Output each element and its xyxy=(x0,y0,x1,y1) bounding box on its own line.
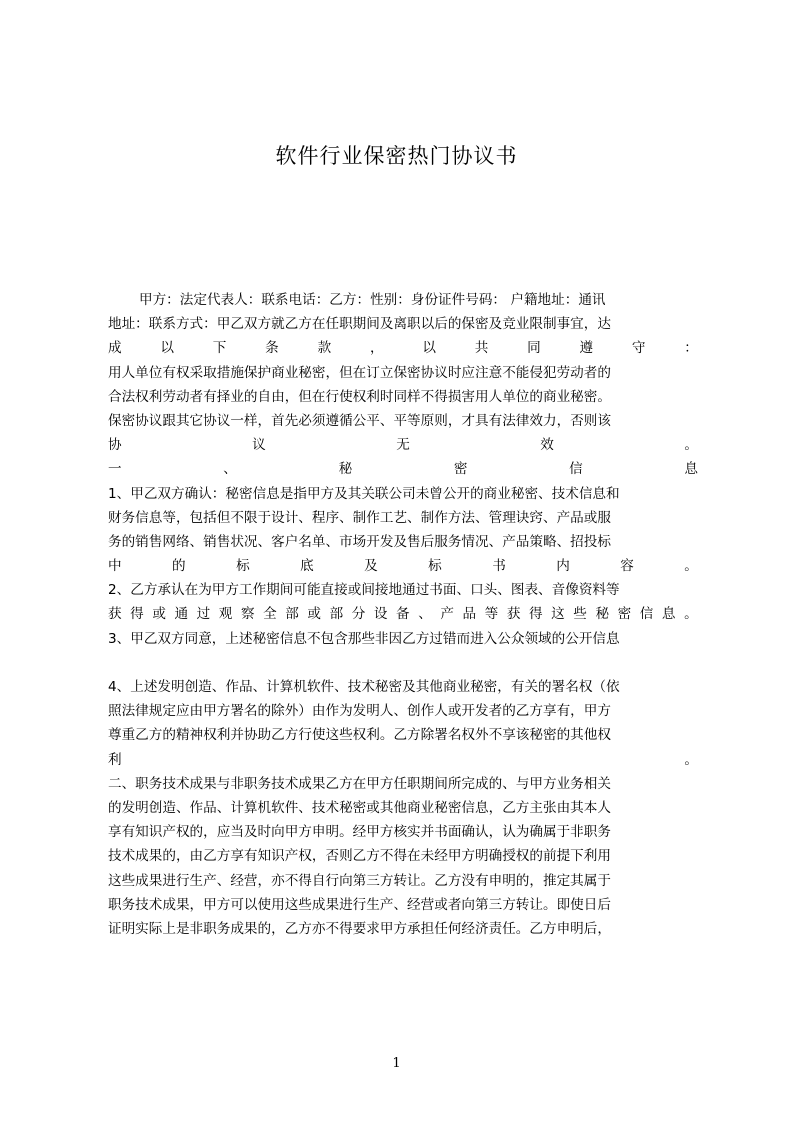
justified-char: 。 xyxy=(684,751,698,768)
justified-line xyxy=(108,433,698,457)
justified-char: 密 xyxy=(617,606,632,623)
justified-char: 利 xyxy=(108,751,122,768)
justified-char: 这 xyxy=(551,606,565,623)
paragraph-line: 财务信息等，包括但不限于设计、程序、制作工艺、制作方法、管理诀窍、产品或服 xyxy=(108,509,611,526)
justified-char: 产 xyxy=(440,606,454,623)
justified-char: 等 xyxy=(484,606,499,623)
justified-char: 以 xyxy=(422,340,436,357)
justified-char: 分 xyxy=(351,606,366,623)
justified-char: 容 xyxy=(620,558,634,575)
justified-char: 共 xyxy=(474,340,489,357)
section-heading-secret-info xyxy=(108,457,698,481)
justified-char: 议 xyxy=(252,437,266,454)
justified-char: 。 xyxy=(684,437,698,454)
justified-char: 息 xyxy=(684,461,698,478)
paragraph-line: 职务技术成果，甲方可以使用这些成果进行生产、经营或者向第三方转让。即使日后 xyxy=(108,896,611,913)
justified-char: 款 xyxy=(317,340,332,357)
justified-char: 息 xyxy=(661,606,676,623)
justified-char: 观 xyxy=(218,606,233,623)
justified-char: 部 xyxy=(285,606,299,623)
justified-char: 些 xyxy=(573,606,587,623)
paragraph-line: 甲方：法定代表人：联系电话：乙方：性别：身份证件号码： 户籍地址：通讯 xyxy=(139,292,606,308)
justified-char: 一 xyxy=(108,461,122,478)
justified-char: 通 xyxy=(174,606,189,623)
paragraph-line: 的发明创造、作品、计算机软件、技术秘密或其他商业秘密信息，乙方主张由其本人 xyxy=(108,799,611,816)
justified-char: 品 xyxy=(462,606,477,623)
justified-char: 获 xyxy=(506,606,521,623)
justified-char: 下 xyxy=(212,340,227,357)
justified-char: 以 xyxy=(160,340,174,357)
justified-char: 书 xyxy=(492,558,506,575)
justified-char: 遵 xyxy=(579,340,594,357)
paragraph-line: 照法律规定应由甲方署名的除外）由作为发明人、创作人或开发者的乙方享有，甲方 xyxy=(108,703,611,720)
justified-char: 密 xyxy=(453,461,468,478)
justified-char: 成 xyxy=(108,340,122,357)
justified-char: 中 xyxy=(108,558,122,575)
paragraph-line: 保密协议跟其它协议一样，首先必须遵循公平、平等原则，才具有法律效力，否则该 xyxy=(108,412,611,429)
justified-line xyxy=(108,336,698,360)
paragraph-line: 证明实际上是非职务成果的，乙方亦不得要求甲方承担任何经济责任。乙方申明后， xyxy=(108,920,611,937)
justified-char: 或 xyxy=(307,606,321,623)
blank-line xyxy=(108,651,698,675)
justified-line xyxy=(108,602,698,626)
justified-char: 协 xyxy=(108,437,122,454)
justified-char: 的 xyxy=(172,558,186,575)
justified-char: 无 xyxy=(396,437,410,454)
justified-char: 、 xyxy=(223,461,237,478)
justified-char: 。 xyxy=(684,606,698,623)
paragraph-line: 技术成果的，由乙方享有知识产权，否则乙方不得在未经甲方明确授权的前提下利用 xyxy=(108,848,611,865)
justified-char: 守 xyxy=(631,340,646,357)
paragraph-line: 用人单位有权采取措施保护商业秘密，但在订立保密协议时应注意不能侵犯劳动者的 xyxy=(108,364,611,381)
paragraph-line: 尊重乙方的精神权利并协助乙方行使这些权利。乙方除署名权外不享该秘密的其他权 xyxy=(108,727,611,744)
justified-line xyxy=(108,748,698,772)
page-number: 1 xyxy=(392,1056,401,1071)
document-title: 软件行业保密热门协议书 xyxy=(275,144,518,168)
justified-char: 得 xyxy=(528,606,543,623)
justified-char: 全 xyxy=(263,606,277,623)
paragraph-line: 3、甲乙双方同意，上述秘密信息不包含那些非因乙方过错而进入公众领域的公开信息 xyxy=(108,630,620,647)
justified-char: 秘 xyxy=(595,606,610,623)
paragraph-line: 地址：联系方式：甲乙双方就乙方在任职期间及离职以后的保密及竞业限制事宜，达 xyxy=(108,316,611,333)
paragraph-line: 务的销售网络、销售状况、客户名单、市场开发及售后服务情况、产品策略、招投标 xyxy=(108,533,611,550)
paragraph-line: 1、甲乙双方确认：秘密信息是指甲方及其关联公司未曾公开的商业秘密、技术信息和 xyxy=(108,485,620,502)
justified-char: 设 xyxy=(373,606,388,623)
justified-char: 秘 xyxy=(338,461,353,478)
justified-char: 同 xyxy=(527,340,541,357)
paragraph-line: 4、上述发明创造、作品、计算机软件、技术秘密及其他商业秘密，有关的署名权（依 xyxy=(108,679,620,695)
justified-char: ， xyxy=(369,340,384,357)
document-body xyxy=(108,288,698,941)
justified-char: 效 xyxy=(540,437,554,454)
justified-char: 。 xyxy=(684,558,698,575)
paragraph-line: 2、乙方承认在为甲方工作期间可能直接或间接地通过书面、口头、图表、音像资料等 xyxy=(108,582,620,599)
justified-char: 察 xyxy=(240,606,255,623)
paragraph-line: 二、职务技术成果与非职务技术成果乙方在甲方任职期间所完成的、与甲方业务相关 xyxy=(108,775,611,792)
justified-char: 底 xyxy=(300,558,314,575)
justified-char: 过 xyxy=(196,606,211,623)
justified-char: 标 xyxy=(236,558,250,575)
justified-char: 、 xyxy=(418,606,432,623)
justified-line xyxy=(108,554,698,578)
paragraph-line: 这些成果进行生产、经营，亦不得自行向第三方转让。乙方没有申明的，推定其属于 xyxy=(108,872,611,889)
justified-char: 条 xyxy=(265,340,279,357)
justified-char: 获 xyxy=(108,606,122,623)
justified-char: 标 xyxy=(428,558,442,575)
justified-char: 得 xyxy=(130,606,144,623)
justified-char: 信 xyxy=(639,606,654,623)
justified-char: 信 xyxy=(569,461,583,478)
justified-char: 及 xyxy=(364,558,378,575)
justified-char: 或 xyxy=(152,606,166,623)
justified-char: 内 xyxy=(556,558,570,575)
justified-char: 部 xyxy=(329,606,344,623)
paragraph-line: 享有知识产权的，应当及时向甲方申明。经甲方核实并书面确认，认为确属于非职务 xyxy=(108,824,611,841)
justified-char: 备 xyxy=(396,606,410,623)
paragraph-line: 合法权利劳动者有择业的自由，但在行使权利时同样不得损害用人单位的商业秘密。 xyxy=(108,388,611,405)
justified-char: ： xyxy=(684,340,698,357)
